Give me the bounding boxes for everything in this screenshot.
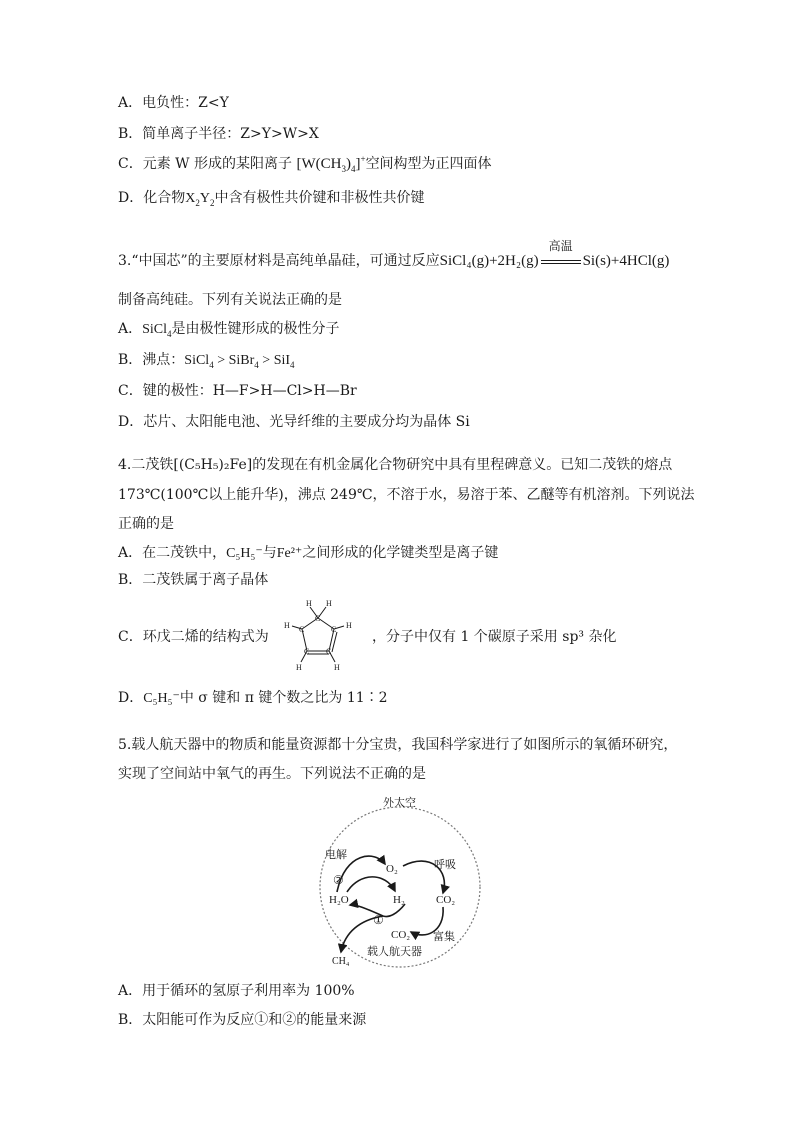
ion-formula: Fe²⁺ (276, 546, 303, 561)
option-label: A． (118, 983, 143, 999)
arrow-electrolysis (337, 856, 385, 892)
option-label: C． (118, 629, 143, 645)
label-spacecraft: 载人航天器 (367, 946, 422, 958)
reaction-condition: 高温 (548, 239, 573, 253)
option-text: 之间形成的化学键类型是离子键 (302, 545, 499, 561)
option-text: 在二茂铁中， (142, 545, 227, 561)
option-label: C． (118, 383, 143, 399)
q3-option-d (118, 412, 470, 432)
q4-stem-line3: 正确的是 (118, 516, 174, 532)
option-text: 太阳能可作为反应①和②的能量来源 (142, 1012, 367, 1028)
atom-c: C (331, 625, 337, 634)
q2-option-b (118, 124, 319, 144)
option-text: 键的极性：H—F>H—Cl>H—Br (142, 383, 357, 399)
option-label: B． (118, 1012, 143, 1028)
atom-h: H (326, 599, 332, 608)
option-label: D． (118, 190, 144, 206)
option-text: 环戊二烯的结构式为 (142, 629, 269, 645)
q4-option-b (118, 570, 268, 590)
option-text: 是由极性键形成的极性分子 (171, 321, 340, 337)
arrow-to-h2o (350, 905, 383, 916)
q3-stem-line2: 制备高纯硅。下列有关说法正确的是 (118, 292, 342, 308)
option-label: A． (118, 545, 143, 561)
option-label: B． (118, 352, 143, 368)
label-o2: O₂ (386, 863, 398, 875)
option-text: 用于循环的氢原子利用率为 100% (142, 983, 355, 999)
q3-option-a (118, 319, 340, 340)
q3-option-c (118, 381, 357, 401)
reaction-equation: SiCl₄(g)+2H₂(g) 高温 Si(s)+4HCl(g) (440, 253, 670, 269)
q3-stem-line1 (118, 239, 670, 271)
option-text: 二茂铁属于离子晶体 (142, 572, 269, 588)
q4-option-a (118, 543, 498, 564)
label-outer-space: 外太空 (383, 797, 416, 809)
marker-reaction-1: ① (373, 913, 384, 927)
arrow-h2o-to-h2 (347, 877, 395, 892)
q2-option-d (118, 188, 424, 209)
label-h2o: H₂O (329, 894, 349, 906)
option-label: B． (118, 126, 143, 142)
label-co2-bottom: CO₂ (391, 929, 411, 941)
label-ch4: CH₄ (332, 956, 350, 967)
label-electrolysis: 电解 (325, 849, 347, 861)
q5-option-a (118, 981, 355, 1001)
q4-stem-line2: 173℃(100℃以上能升华)，沸点 249℃，不溶于水，易溶于苯、乙醚等有机溶剂。下列说法 (118, 487, 695, 503)
q3-option-b (118, 350, 295, 371)
option-text: 简单离子半径：Z>Y>W>X (142, 126, 319, 142)
q4-option-c (118, 627, 269, 647)
atom-c: C (299, 625, 305, 634)
atom-c: C (315, 614, 321, 623)
q5-stem-line2: 实现了空间站中氧气的再生。下列说法不正确的是 (118, 766, 426, 782)
atom-h: H (334, 663, 340, 672)
option-text: 与 (262, 545, 277, 561)
label-h2: H₂ (393, 894, 405, 906)
atom-c: C (326, 647, 332, 656)
label-respiration: 呼吸 (434, 859, 456, 871)
atom-h: H (346, 621, 352, 630)
atom-h: H (284, 621, 290, 630)
question-stem: 3.“中国芯”的主要原材料是高纯单晶硅，可通过反应 (118, 253, 440, 269)
q4-option-d (118, 688, 388, 709)
option-label: A． (118, 321, 143, 337)
option-text: 元素 W 形成的某阳离子 (142, 156, 293, 172)
option-text: 中含有极性共价键和非极性共价键 (214, 190, 425, 206)
ion-formula: C₅H₅⁻ (226, 546, 263, 561)
option-text: 空间构型为正四面体 (365, 156, 492, 172)
q5-option-b (118, 1010, 366, 1030)
option-text: 化合物 (143, 190, 186, 206)
cation-formula: $[W(CH_3)_4]^+$ (296, 154, 366, 174)
option-label: C． (118, 156, 143, 172)
option-text: 沸点： (142, 352, 185, 368)
cyclopentadiene-structure (268, 596, 368, 676)
option-label: D． (118, 690, 144, 706)
formula: SiCl$_4$ (142, 322, 172, 339)
atom-c: C (304, 647, 310, 656)
q4-stem-line1: 4.二茂铁[(C₅H₅)₂Fe]的发现在有机金属化合物研究中具有里程碑意义。已知二茂铁的熔点 (118, 457, 673, 473)
q4-option-c-cont: ，分子中仅有 1 个碳原子采用 sp³ 杂化 (372, 629, 617, 645)
marker-reaction-2: ② (333, 873, 344, 887)
compound-formula: $X_2Y_2$ (185, 191, 215, 208)
option-text: 中 σ 键和 π 键个数之比为 11∶2 (179, 690, 388, 706)
q2-option-c (118, 154, 492, 174)
q5-stem-line1: 5.载人航天器中的物质和能量资源都十分宝贵，我国科学家进行了如图所示的氧循环研究， (118, 737, 678, 753)
formula: SiCl$_4$ > SiBr$_4$ > SiI$_4$ (184, 353, 295, 370)
option-text: 芯片、太阳能电池、光导纤维的主要成分均为晶体 Si (143, 414, 470, 430)
option-label: A． (118, 95, 143, 111)
option-label: D． (118, 414, 144, 430)
label-enrich: 富集 (433, 931, 455, 943)
atom-h: H (296, 663, 302, 672)
oxygen-cycle-diagram (315, 792, 485, 972)
atom-h: H (306, 599, 312, 608)
option-label: B． (118, 572, 143, 588)
ion-formula: C₅H₅⁻ (143, 691, 180, 706)
option-text: 电负性：Z<Y (142, 95, 229, 111)
label-co2-right: CO₂ (436, 894, 456, 906)
q2-option-a (118, 93, 229, 113)
